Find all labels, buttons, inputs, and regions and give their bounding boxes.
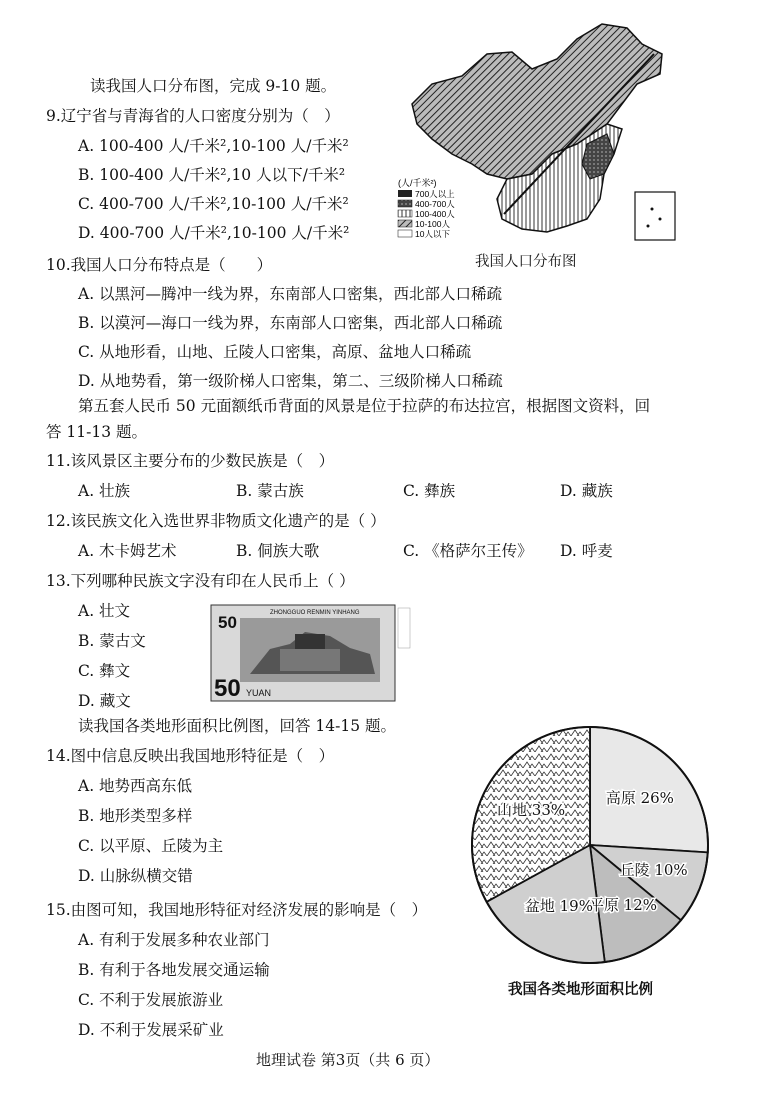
question-12-option-a: A. 木卡姆艺术 — [78, 542, 177, 560]
intro-11-13-line1: 第五套人民币 50 元面额纸币背面的风景是位于拉萨的布达拉宫，根据图文资料，回 — [78, 397, 651, 415]
question-13-option-d: D. 藏文 — [78, 692, 131, 710]
question-13-stem: 13.下列哪种民族文字没有印在人民币上（ ） — [46, 572, 355, 590]
map-legend-item: 100-400人 — [415, 209, 455, 219]
terrain-pie-chart — [451, 720, 729, 970]
question-12-option-d: D. 呼麦 — [560, 542, 613, 560]
pie-label-丘陵: 丘陵 10% — [619, 861, 688, 880]
question-10-option-d: D. 从地势看，第一级阶梯人口密集，第二、三级阶梯人口稀疏 — [78, 372, 503, 390]
question-15-stem: 15.由图可知，我国地形特征对经济发展的影响是（ ） — [46, 901, 428, 919]
banknote-currency: YUAN — [246, 688, 272, 698]
question-10-stem: 10.我国人口分布特点是（ ） — [46, 256, 273, 274]
question-14-stem: 14.图中信息反映出我国地形特征是（ ） — [46, 747, 335, 765]
question-12-option-b: B. 侗族大歌 — [236, 542, 320, 560]
question-13-option-b: B. 蒙古文 — [78, 632, 146, 650]
pie-label-平原: 平原 12% — [588, 895, 658, 914]
map-legend-item: 10人以下 — [415, 229, 450, 239]
question-11-option-a: A. 壮族 — [78, 482, 131, 500]
pie-chart-title: 我国各类地形面积比例 — [508, 981, 653, 998]
question-11-option-d: D. 藏族 — [560, 482, 613, 500]
map-legend-unit: (人/千米²) — [398, 178, 437, 188]
question-13-option-a: A. 壮文 — [78, 602, 131, 620]
question-9-option-c: C. 400-700 人/千米²,10-100 人/千米² — [78, 195, 349, 213]
question-10-option-b: B. 以漠河—海口一线为界，东南部人口密集，西北部人口稀疏 — [78, 314, 503, 332]
pie-label-高原: 高原 26% — [605, 789, 674, 808]
pie-label-山地: 山地 33% — [497, 801, 566, 820]
question-13-option-c: C. 彝文 — [78, 662, 131, 680]
intro-11-13-line2: 答 11-13 题。 — [46, 423, 148, 441]
question-9-option-b: B. 100-400 人/千米²,10 人以下/千米² — [78, 166, 346, 184]
question-12-stem: 12.该民族文化入选世界非物质文化遗产的是（ ） — [46, 512, 386, 530]
banknote-50-yuan — [210, 604, 414, 702]
question-15-option-b: B. 有利于各地发展交通运输 — [78, 961, 270, 979]
question-15-option-a: A. 有利于发展多种农业部门 — [78, 931, 270, 949]
question-15-option-d: D. 不利于发展采矿业 — [78, 1021, 224, 1039]
intro-9-10: 读我国人口分布图，完成 9-10 题。 — [90, 77, 337, 95]
question-14-option-d: D. 山脉纵横交错 — [78, 867, 193, 885]
question-14-option-b: B. 地形类型多样 — [78, 807, 193, 825]
question-10-option-c: C. 从地形看，山地、丘陵人口密集，高原、盆地人口稀疏 — [78, 343, 472, 361]
population-map — [392, 14, 692, 254]
map-legend-item: 400-700人 — [415, 199, 455, 209]
banknote-bank-name: ZHONGGUO RENMIN YINHANG — [270, 610, 360, 616]
question-11-option-c: C. 彝族 — [403, 482, 456, 500]
question-14-option-a: A. 地势西高东低 — [78, 777, 193, 795]
pie-label-盆地: 盆地 19% — [524, 896, 593, 915]
question-11-option-b: B. 蒙古族 — [236, 482, 304, 500]
question-10-option-a: A. 以黑河—腾冲一线为界，东南部人口密集，西北部人口稀疏 — [78, 285, 503, 303]
south-china-sea-inset — [635, 192, 675, 240]
map-legend-item: 700人以上 — [415, 189, 455, 199]
question-9-option-a: A. 100-400 人/千米²,10-100 人/千米² — [78, 137, 349, 155]
intro-14-15: 读我国各类地形面积比例图，回答 14-15 题。 — [78, 717, 397, 735]
banknote-denomination-top: 50 — [218, 613, 237, 632]
page-footer: 地理试卷 第3页（共 6 页） — [256, 1051, 440, 1069]
banknote-denomination-bottom: 50 — [214, 675, 241, 702]
question-9-option-d: D. 400-700 人/千米²,10-100 人/千米² — [78, 224, 350, 242]
question-12-option-c: C. 《格萨尔王传》 — [403, 542, 533, 560]
map-legend-item: 10-100人 — [415, 219, 450, 229]
map-northwest-region — [412, 24, 662, 179]
question-14-option-c: C. 以平原、丘陵为主 — [78, 837, 224, 855]
map-caption: 我国人口分布图 — [475, 254, 577, 270]
question-9-stem: 9.辽宁省与青海省的人口密度分别为（ ） — [46, 107, 340, 125]
question-15-option-c: C. 不利于发展旅游业 — [78, 991, 224, 1009]
question-11-stem: 11.该风景区主要分布的少数民族是（ ） — [46, 452, 335, 470]
